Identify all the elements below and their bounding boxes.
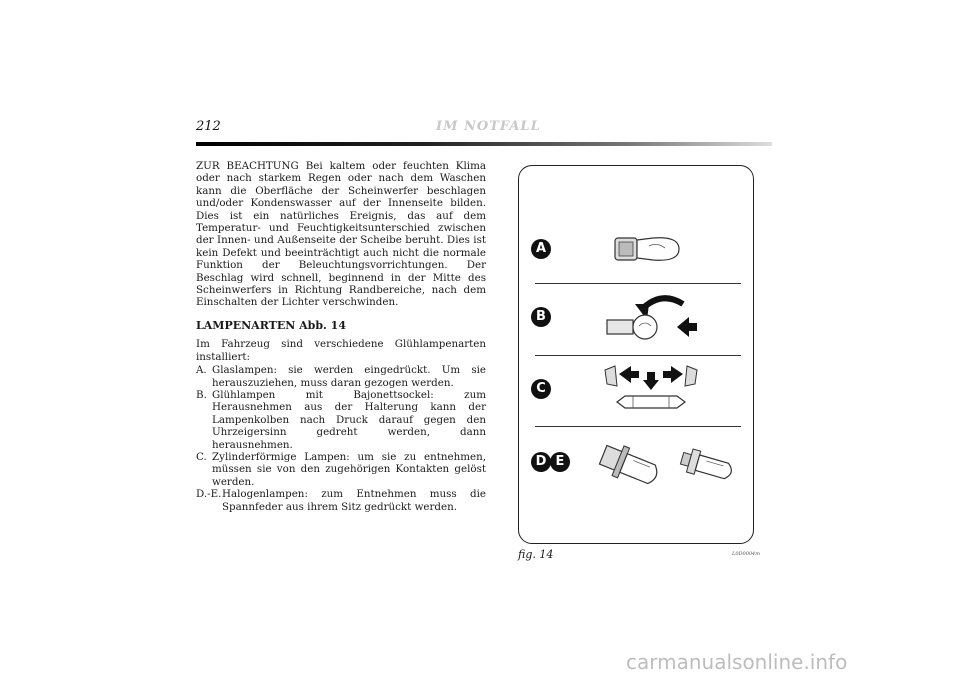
- cylindrical-bulb-illustration: [603, 362, 699, 418]
- figure-caption: fig. 14: [518, 548, 554, 561]
- label-b: B: [531, 307, 551, 327]
- label-d: D: [531, 452, 551, 472]
- list-key: D.-E.: [196, 488, 222, 501]
- bayonet-bulb-illustration: [599, 290, 699, 352]
- list-item-a: [196, 364, 486, 389]
- figure-divider: [535, 283, 741, 284]
- list-key: B.: [196, 388, 207, 401]
- figure-code: L0D0004m: [732, 551, 760, 557]
- list-text: Zylinderförmige Lampen: um sie zu entnehmen, müssen sie von den zugehörigen Kontakten gelöst werden.: [212, 450, 486, 488]
- left-arrow-icon: [619, 366, 639, 383]
- figure-14: [518, 165, 754, 544]
- list-text: Glaslampen: sie werden eingedrückt. Um sie herauszuziehen, muss daran gezogen werden.: [212, 364, 486, 389]
- section-title: IM NOTFALL: [436, 119, 541, 134]
- label-a: A: [531, 239, 551, 259]
- header-rule: [196, 142, 772, 146]
- list-text: Glühlampen mit Bajonettsockel: zum Herausnehmen aus der Halterung kann der Lampenkolben nach Druck darauf gegen den Uhrzeigersinn gedreht werden, dann herausnehmen.: [212, 388, 486, 451]
- figure-divider: [535, 355, 741, 356]
- note-paragraph: ZUR BEACHTUNG Bei kaltem oder feuchten Klima oder nach starkem Regen oder nach dem Waschen kann die Oberfläche der Scheinwerfer beschlagen und/oder Kondenswasser auf der Innenseite bilden. Dies ist ein natürliches Ereignis, das auf dem Temperatur- und Feuchtigkeitsunterschied zwischen der Innen- und Außenseite der Scheibe beruht. Dies ist kein Defekt und beeinträchtigt auch nicht die normale Funktion der Beleuchtungsvorrichtungen. Der Beschlag wird schnell, beginnend in der Mitte des Scheinwerfers in Richtung Randbereiche, nach dem Einschalten der Lichter verschwinden.: [196, 160, 486, 309]
- watermark: carmanualsonline.info: [626, 650, 848, 674]
- intro-paragraph: Im Fahrzeug sind verschiedene Glühlampenarten installiert:: [196, 338, 486, 363]
- right-arrow-icon: [663, 366, 683, 383]
- push-arrow-icon: [677, 317, 697, 337]
- list-item-de: [196, 488, 486, 513]
- label-e: E: [550, 452, 570, 472]
- list-key: A.: [196, 364, 207, 377]
- halogen-bulbs-illustration: [597, 436, 745, 496]
- list-item-c: [196, 451, 486, 488]
- text-column: [196, 160, 486, 513]
- list-key: C.: [196, 450, 207, 463]
- list-text: Halogenlampen: zum Entnehmen muss die Spannfeder aus ihrem Sitz gedrückt werden.: [222, 488, 486, 513]
- list-item-b: [196, 389, 486, 451]
- down-arrow-icon: [643, 372, 659, 390]
- glass-bulb-illustration: [609, 228, 689, 270]
- label-c: C: [531, 379, 551, 399]
- page-number: 212: [196, 119, 221, 134]
- figure-divider: [535, 426, 741, 427]
- section-heading: LAMPENARTEN Abb. 14: [196, 318, 346, 332]
